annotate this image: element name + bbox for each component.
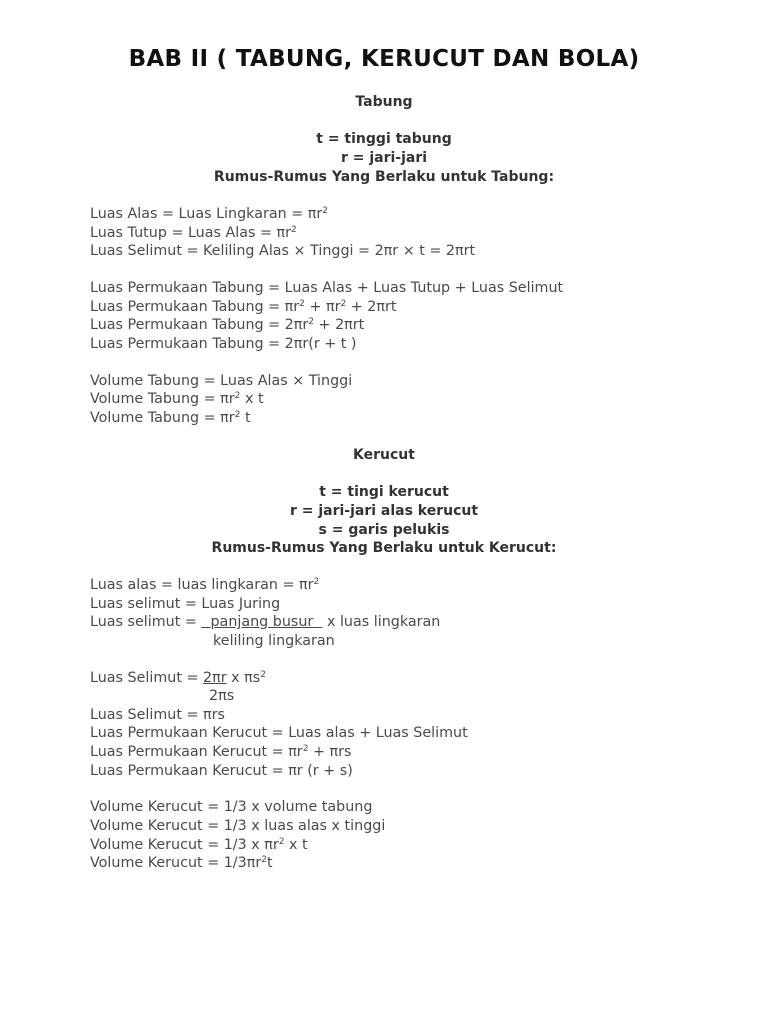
superscript: 2 xyxy=(313,577,320,587)
kerucut-ls-result: Luas Selimut = πrs xyxy=(90,707,225,723)
fraction-numerator: 2πr xyxy=(203,670,227,686)
tabung-luas-permukaan-4: Luas Permukaan Tabung = 2πr(r + t ) xyxy=(90,336,357,352)
kerucut-volume-1: Volume Kerucut = 1/3 x volume tabung xyxy=(90,799,373,815)
var-t-tabung: t = tinggi tabung xyxy=(316,131,452,147)
text: t xyxy=(240,410,251,426)
text: x luas lingkaran xyxy=(322,614,441,630)
superscript: 2 xyxy=(291,225,297,235)
section-heading-tabung: Tabung xyxy=(355,94,413,110)
kerucut-luas-alas xyxy=(90,576,319,595)
text: Luas Permukaan Tabung = 2πr xyxy=(90,317,309,333)
text: t xyxy=(266,855,273,871)
text: + 2πrt xyxy=(314,317,365,333)
text: Volume Tabung = πr xyxy=(90,410,235,426)
superscript: 2 xyxy=(234,391,241,401)
superscript: 2 xyxy=(308,317,314,327)
superscript: 2 xyxy=(261,855,267,865)
kerucut-ls-fraction xyxy=(90,669,266,688)
var-t-kerucut: t = tingi kerucut xyxy=(319,484,449,500)
rules-heading-tabung: Rumus-Rumus Yang Berlaku untuk Tabung: xyxy=(213,169,555,185)
text: Luas Tutup = Luas Alas = πr xyxy=(90,225,292,241)
tabung-luas-selimut: Luas Selimut = Keliling Alas × Tinggi = 2πr × t = 2πrt xyxy=(90,243,476,259)
superscript: 2 xyxy=(299,299,305,309)
text: Luas Selimut = xyxy=(90,670,204,686)
tabung-luas-alas xyxy=(90,205,328,224)
text: Luas Permukaan Kerucut = πr xyxy=(90,744,303,760)
superscript: 2 xyxy=(340,299,347,309)
text: Luas Permukaan Tabung = πr xyxy=(90,299,300,315)
text: Volume Tabung = πr xyxy=(90,391,235,407)
text: Volume Kerucut = 1/3πr xyxy=(90,855,262,871)
section-heading-kerucut: Kerucut xyxy=(353,447,415,463)
var-r-tabung: r = jari-jari xyxy=(340,150,428,166)
var-r-kerucut: r = jari-jari alas kerucut xyxy=(289,503,479,519)
tabung-volume-2 xyxy=(90,390,264,409)
page-title: BAB II ( TABUNG, KERUCUT DAN BOLA) xyxy=(128,46,640,72)
text: + 2πrt xyxy=(346,299,397,315)
text: Luas selimut = xyxy=(90,614,202,630)
superscript: 2 xyxy=(234,410,241,420)
tabung-volume-3 xyxy=(90,409,251,428)
tabung-luas-permukaan-2 xyxy=(90,298,396,317)
kerucut-luas-permukaan-2 xyxy=(90,743,351,762)
tabung-luas-permukaan-1: Luas Permukaan Tabung = Luas Alas + Luas Tutup + Luas Selimut xyxy=(90,280,564,296)
text: Volume Kerucut = 1/3 x πr xyxy=(90,837,279,853)
text: x πs xyxy=(226,670,261,686)
kerucut-ls-denominator: 2πs xyxy=(209,688,235,704)
kerucut-volume-2: Volume Kerucut = 1/3 x luas alas x tinggi xyxy=(90,818,386,834)
text: x t xyxy=(240,391,264,407)
tabung-luas-permukaan-3 xyxy=(90,316,364,335)
var-s-kerucut: s = garis pelukis xyxy=(318,522,450,538)
superscript: 2 xyxy=(260,670,266,680)
superscript: 2 xyxy=(278,837,285,847)
tabung-luas-tutup xyxy=(90,224,297,243)
superscript: 2 xyxy=(322,206,328,216)
text: + πrs xyxy=(308,744,352,760)
tabung-volume-1: Volume Tabung = Luas Alas × Tinggi xyxy=(90,373,353,389)
kerucut-selimut-fraction xyxy=(90,613,440,632)
fraction-numerator: panjang busur xyxy=(201,614,323,630)
text: Luas alas = luas lingkaran = πr xyxy=(90,577,314,593)
text: x t xyxy=(284,837,308,853)
kerucut-luas-permukaan-1: Luas Permukaan Kerucut = Luas alas + Luas Selimut xyxy=(90,725,468,741)
text: + πr xyxy=(304,299,341,315)
kerucut-luas-permukaan-3: Luas Permukaan Kerucut = πr (r + s) xyxy=(90,763,353,779)
text: Luas Alas = Luas Lingkaran = πr xyxy=(90,206,323,222)
kerucut-volume-3 xyxy=(90,836,308,855)
rules-heading-kerucut: Rumus-Rumus Yang Berlaku untuk Kerucut: xyxy=(211,540,557,556)
kerucut-volume-4 xyxy=(90,854,273,873)
superscript: 2 xyxy=(302,744,309,754)
kerucut-selimut-denominator: keliling lingkaran xyxy=(213,633,335,649)
kerucut-selimut-juring: Luas selimut = Luas Juring xyxy=(90,596,281,612)
